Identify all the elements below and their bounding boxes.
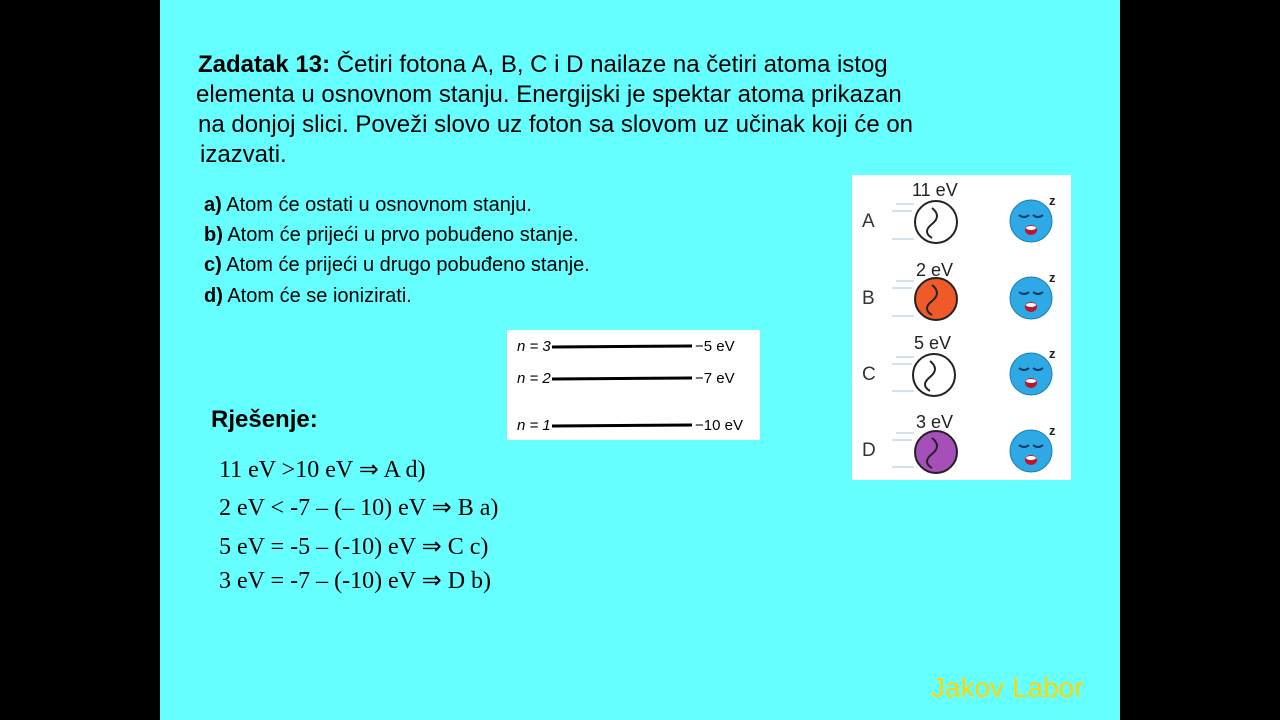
option-b-text: Atom će prijeći u prvo pobuđeno stanje. xyxy=(227,224,579,246)
photon-a-ball xyxy=(915,201,957,243)
photon-b-letter: B xyxy=(862,288,875,309)
level-n3-name: n = 3 xyxy=(517,338,551,355)
level-line-n1 xyxy=(552,425,692,426)
option-c xyxy=(204,254,590,277)
task-line-1 xyxy=(198,50,888,80)
option-d-text: Atom će se ionizirati. xyxy=(227,285,412,307)
solution-line-1: 11 eV >10 eV ⇒ A d) xyxy=(219,457,426,483)
level-n2-energy: −7 eV xyxy=(695,370,735,387)
atom-b-face xyxy=(1010,277,1052,319)
solution-title: Rješenje: xyxy=(211,406,318,433)
photon-d-letter: D xyxy=(862,440,876,461)
option-b xyxy=(204,224,579,247)
level-n1-energy: −10 eV xyxy=(695,417,743,434)
option-d xyxy=(204,285,412,308)
atom-c-face xyxy=(1010,353,1052,395)
level-n1-name: n = 1 xyxy=(517,417,551,434)
atom-a-face xyxy=(1010,200,1052,242)
option-a xyxy=(204,194,532,217)
photon-a-letter: A xyxy=(862,211,875,232)
option-c-text: Atom će prijeći u drugo pobuđeno stanje. xyxy=(226,254,590,276)
photon-atom-svg xyxy=(852,175,1071,480)
level-line-n3 xyxy=(552,346,692,347)
photon-d-energy: 3 eV xyxy=(916,412,954,432)
task-title: Zadatak 13: xyxy=(198,51,331,78)
svg-text:z: z xyxy=(1049,270,1056,285)
photon-c-ball xyxy=(913,354,955,396)
task-line-4: izazvati. xyxy=(200,141,287,168)
photon-d-ball xyxy=(915,431,957,473)
photon-c-energy: 5 eV xyxy=(914,333,952,353)
level-n1-label xyxy=(517,417,551,434)
task-line-1-text: Četiri fotona A, B, C i D nailaze na četiri atoma istog xyxy=(330,51,888,78)
photon-atom-figure xyxy=(852,175,1071,480)
photon-b-ball xyxy=(915,278,957,320)
level-n2-label xyxy=(517,370,551,387)
option-b-label: b) xyxy=(204,224,223,246)
option-a-label: a) xyxy=(204,194,222,216)
energy-level-diagram xyxy=(507,330,760,440)
photon-b-energy: 2 eV xyxy=(916,260,954,280)
author-credit: Jakov Labor xyxy=(931,672,1084,703)
svg-text:z: z xyxy=(1049,423,1056,438)
level-n3-label xyxy=(517,338,551,355)
photon-a-lines xyxy=(892,204,914,239)
slide xyxy=(160,0,1120,720)
atom-d-face xyxy=(1010,430,1052,472)
level-line-n2 xyxy=(552,378,692,379)
task-line-2: elementa u osnovnom stanju. Energijski je spektar atoma prikazan xyxy=(196,81,902,108)
level-n3-energy: −5 eV xyxy=(695,338,735,355)
photon-a-energy: 11 eV xyxy=(912,180,958,200)
solution-line-4: 3 eV = -7 – (-10) eV ⇒ D b) xyxy=(219,568,492,594)
option-c-label: c) xyxy=(204,254,222,276)
level-n2-name: n = 2 xyxy=(517,370,551,387)
option-d-label: d) xyxy=(204,285,223,307)
option-a-text: Atom će ostati u osnovnom stanju. xyxy=(221,194,532,216)
task-line-3: na donjoj slici. Poveži slovo uz foton sa slovom uz učinak koji će on xyxy=(198,111,914,138)
svg-text:z: z xyxy=(1049,346,1056,361)
solution-line-2: 2 eV < -7 – (– 10) eV ⇒ B a) xyxy=(219,495,499,521)
photon-c-letter: C xyxy=(862,364,876,385)
solution-line-3: 5 eV = -5 – (-10) eV ⇒ C c) xyxy=(219,534,489,560)
svg-text:z: z xyxy=(1049,193,1056,208)
